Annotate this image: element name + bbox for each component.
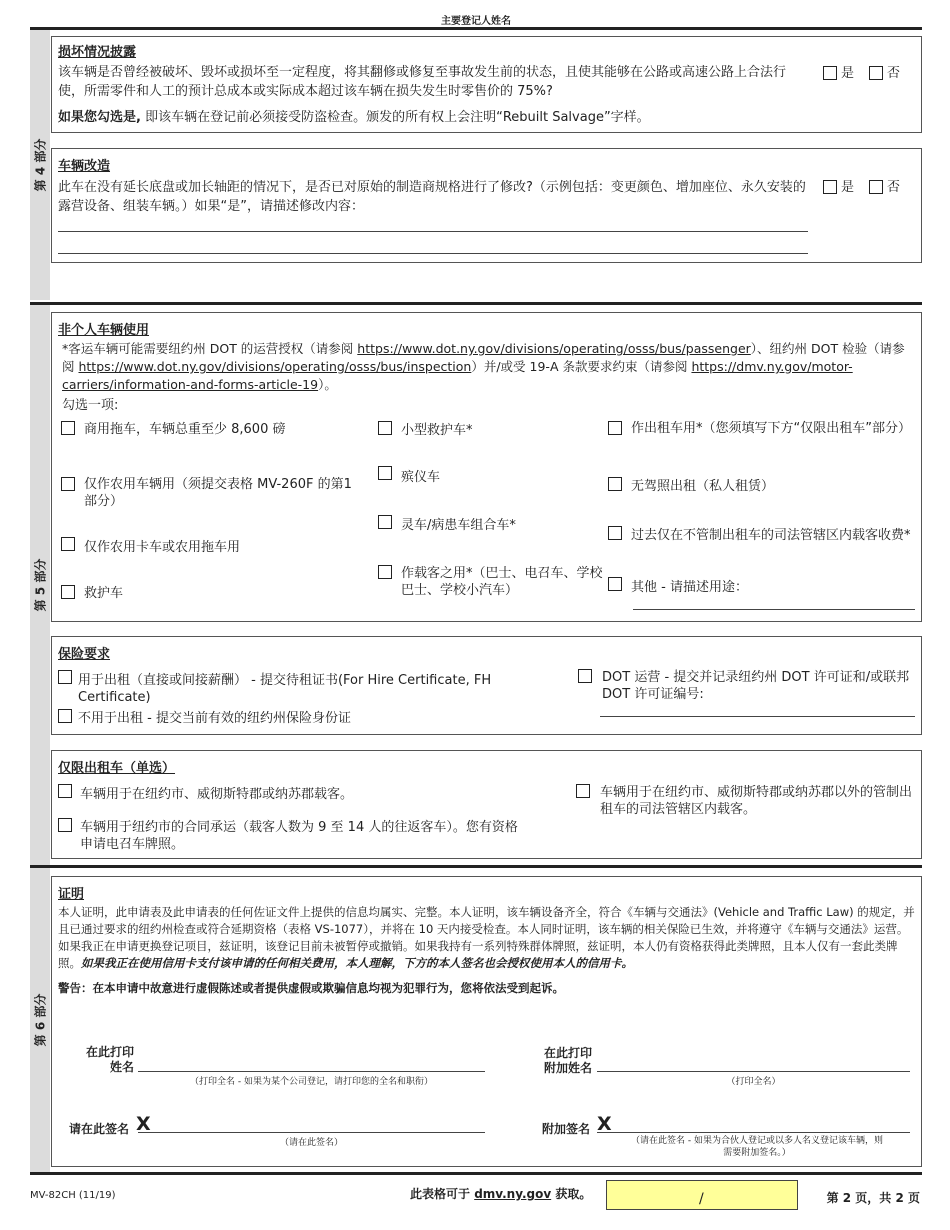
available-text-a: 此表格可于 [410, 1187, 475, 1201]
certification-warning: 警告：在本申请中故意进行虚假陈述或者提供虚假或欺骗信息均视为犯罪行为，您将依法受到起诉。 [58, 981, 564, 995]
modification-line-1[interactable] [58, 231, 808, 232]
unregulated-taxi-checkbox[interactable] [608, 526, 622, 540]
bottom-rule [30, 1172, 922, 1175]
dmv-article19-link[interactable]: https://dmv.ny.gov/motor-carriers/information-and-forms-article-19 [62, 359, 853, 392]
other-use-checkbox[interactable] [608, 577, 622, 591]
certification-title: 证明 [58, 887, 85, 902]
not-for-hire-checkbox[interactable] [58, 709, 72, 723]
taxi-only-box [51, 750, 922, 859]
additional-signature-line[interactable] [597, 1132, 910, 1133]
farm-vehicle-label: 仅作农用车辆用（须提交表格 MV-260F 的第1部分） [84, 477, 352, 509]
commercial-trailer-label: 商用拖车，车辆总重至少 8,600 磅 [84, 422, 286, 437]
stamp-slash: / [699, 1191, 704, 1207]
modification-yes-label: 是 [841, 180, 855, 195]
hearse-invalid-coach-label: 灵车/病患车组合车* [401, 518, 516, 533]
note-part-b: ）、纽约州 DOT 检验（请参阅 [62, 341, 905, 374]
other-use-line[interactable] [633, 609, 915, 610]
sign-x-mark: X [136, 1113, 151, 1135]
taxi-only-title: 仅限出租车（单选） [58, 761, 176, 776]
additional-sign-label: 附加签名 [542, 1122, 591, 1136]
modification-yes-checkbox[interactable] [823, 180, 837, 194]
hearse-label: 殡仪车 [401, 470, 441, 485]
hearse-checkbox[interactable] [378, 466, 392, 480]
taxi-contract-checkbox[interactable] [58, 818, 72, 832]
for-hire-checkbox[interactable] [58, 670, 72, 684]
damage-note-bold: 如果您勾选是, [58, 110, 141, 125]
available-text-b: 获取。 [551, 1187, 592, 1201]
additional-name-hint: （打印全名） [726, 1077, 781, 1087]
damage-no-checkbox[interactable] [869, 66, 883, 80]
damage-yes-label: 是 [841, 66, 855, 81]
available-at [410, 1185, 591, 1202]
note-part-d: ）。 [318, 377, 337, 392]
unregulated-taxi-label: 过去仅在不管制出租车的司法管辖区内载客收费* [631, 528, 911, 543]
dot-inspection-link[interactable]: https://www.dot.ny.gov/divisions/operating/osss/bus/inspection [78, 359, 472, 374]
section5-rule [30, 302, 922, 305]
print-name-line[interactable] [138, 1071, 485, 1072]
modification-no-checkbox[interactable] [869, 180, 883, 194]
taxi-use-checkbox[interactable] [608, 421, 622, 435]
insurance-title: 保险要求 [58, 647, 111, 662]
select-one-label: 勾选一项: [62, 398, 119, 413]
modification-title: 车辆改造 [58, 159, 111, 174]
additional-name-label: 附加姓名 [544, 1061, 593, 1075]
modification-box [51, 148, 922, 263]
section6-label: 第 6 部分 [33, 993, 48, 1047]
for-hire-label: 用于出租（直接或间接薪酬） - 提交待租证书(For Hire Certificate, FH Certificate) [78, 673, 492, 705]
passenger-use-label: 作载客之用*（巴士、电召车、学校巴士、学校小汽车） [401, 566, 603, 598]
farm-truck-checkbox[interactable] [61, 537, 75, 551]
mini-ambulance-label: 小型救护车* [401, 423, 473, 438]
farm-truck-label: 仅作农用卡车或农用拖车用 [84, 540, 241, 555]
damage-yes-checkbox[interactable] [823, 66, 837, 80]
office-use-stamp-box[interactable] [606, 1180, 798, 1210]
modification-question: 此车在没有延长底盘或加长轴距的情况下，是否已对原始的制造商规格进行了修改?（示例包括：变更颜色、增加座位、永久安装的露营设备、组装车辆。）如果“是”，请描述修改内容： [58, 180, 806, 214]
mini-ambulance-checkbox[interactable] [378, 421, 392, 435]
top-rule [30, 27, 922, 30]
taxi-outside-checkbox[interactable] [576, 784, 590, 798]
nonpersonal-use-box [51, 312, 922, 622]
section4-label: 第 4 部分 [33, 138, 48, 192]
dot-operation-label: DOT 运营 - 提交并记录纽约州 DOT 许可证和/或联邦 DOT 许可证编号: [602, 670, 910, 702]
not-for-hire-label: 不用于出租 - 提交当前有效的纽约州保险身份证 [78, 711, 351, 726]
note-part-c: ）并/或受 19-A 条款要求约束（请参阅 [471, 359, 692, 374]
modification-no-label: 否 [887, 180, 901, 195]
certification-box [51, 876, 922, 1167]
commercial-trailer-checkbox[interactable] [61, 421, 75, 435]
dmv-site-link[interactable]: dmv.ny.gov [474, 1187, 552, 1201]
damage-note [58, 108, 810, 127]
damage-note-text: 即该车辆在登记前必须接受防盗检查。颁发的所有权上会注明“Rebuilt Salvage”字样。 [140, 110, 650, 125]
form-id: MV-82CH (11/19) [30, 1190, 116, 1201]
name-label: 姓名 [110, 1060, 135, 1074]
taxi-nyc-label: 车辆用于在纽约市、威彻斯特郡或纳苏郡载客。 [80, 787, 354, 802]
additional-sign-x-mark: X [597, 1113, 612, 1135]
signature-line[interactable] [138, 1132, 485, 1133]
additional-signature-hint: （请在此签名 - 如果为合伙人登记或以多人名义登记该车辆，则需要附加签名。） [631, 1136, 883, 1158]
taxi-use-label: 作出租车用*（您须填写下方“仅限出租车”部分） [631, 421, 911, 436]
passenger-use-checkbox[interactable] [378, 565, 392, 579]
taxi-outside-label: 车辆用于在纽约市、威彻斯特郡或纳苏郡以外的管制出租车的司法管辖区内载客。 [600, 785, 913, 817]
modification-line-2[interactable] [58, 253, 808, 254]
hearse-invalid-coach-checkbox[interactable] [378, 515, 392, 529]
insurance-box [51, 636, 922, 735]
dot-passenger-link[interactable]: https://www.dot.ny.gov/divisions/operating/osss/bus/passenger [357, 341, 751, 356]
registrant-name-label: 主要登记人姓名 [441, 16, 511, 27]
damage-title: 损坏情况披露 [58, 45, 137, 60]
section4-rail [30, 30, 50, 300]
damage-disclosure-box [51, 36, 922, 133]
section6-rule [30, 865, 922, 868]
sign-here-label: 请在此签名 [69, 1122, 130, 1136]
nonpersonal-title: 非个人车辆使用 [58, 323, 150, 338]
farm-vehicle-checkbox[interactable] [61, 477, 75, 491]
rental-checkbox[interactable] [608, 477, 622, 491]
rental-label: 无驾照出租（私人租赁） [631, 479, 775, 494]
print-here-label-2: 在此打印 [544, 1046, 593, 1060]
damage-no-label: 否 [887, 66, 901, 81]
tow-truck-label: 救护车 [84, 586, 124, 601]
section5-rail [30, 305, 50, 865]
signature-hint: （请在此签名） [279, 1138, 343, 1148]
section5-label: 第 5 部分 [33, 558, 48, 612]
taxi-nyc-checkbox[interactable] [58, 784, 72, 798]
certification-credit-card: 如果我正在使用信用卡支付该申请的任何相关费用，本人理解，下方的本人签名也会授权使用本人的信用卡。 [81, 956, 633, 970]
page-number: 第 2 页，共 2 页 [826, 1191, 920, 1205]
taxi-contract-label: 车辆用于纽约市的合同承运（载客人数为 9 至 14 人的往返客车）。您有资格申请电召车牌照。 [80, 820, 518, 852]
certification-body [58, 904, 916, 972]
tow-truck-checkbox[interactable] [61, 585, 75, 599]
print-name-hint: （打印全名 - 如果为某个公司登记，请打印您的全名和职衔） [190, 1077, 433, 1087]
additional-name-line[interactable] [597, 1071, 910, 1072]
dot-permit-line[interactable] [600, 716, 915, 717]
dot-operation-checkbox[interactable] [578, 669, 592, 683]
print-here-label: 在此打印 [86, 1045, 135, 1059]
other-use-label: 其他 - 请描述用途： [631, 580, 748, 595]
certification-text: 本人证明，此申请表及此申请表的任何佐证文件上提供的信息均属实、完整。本人证明，该车辆设备齐全，符合《车辆与交通法》(Vehicle and Traffic Law) 的规定，并且已通过要求的纽约州检查或符合延期资格（表格 VS-1077），并将在 10 天内接受检查。本人同时证明，该车辆的相关保险已生效，并将遵守《车辆与交通法》运营。如果我正在申请更换登记项目，兹证明，该登记目前未被暂停或撤销。如果我持有一系列特殊群体牌照，兹证明，本人仍有资格获得此类牌照，且本人仅有一套此类牌照。 [58, 905, 915, 970]
section6-rail [30, 868, 50, 1172]
nonpersonal-note [62, 340, 914, 394]
note-part-a: *客运车辆可能需要纽约州 DOT 的运营授权（请参阅 [62, 341, 358, 356]
damage-question: 该车辆是否曾经被破坏、毁坏或损坏至一定程度，将其翻修或修复至事故发生前的状态，且使其能够在公路或高速公路上合法行使，所需零件和人工的预计总成本或实际成本超过该车辆在损失发生时零售价的 75%? [58, 65, 787, 99]
